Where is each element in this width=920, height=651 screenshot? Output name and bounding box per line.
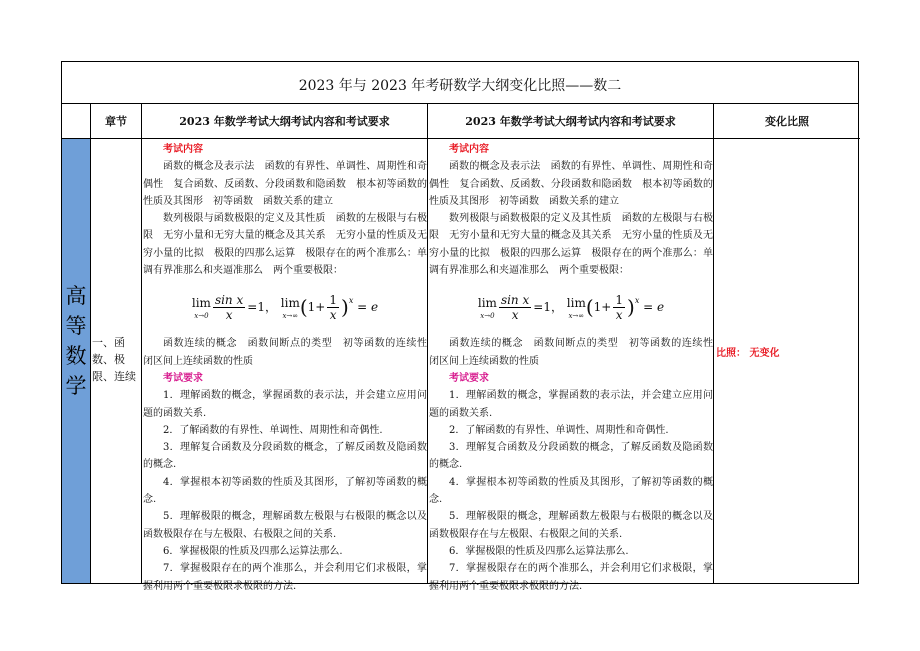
comparison-table: [61, 61, 859, 592]
para-continuity: 函数连续的概念 函数间断点的类型 初等函数的连续性 闭区间上连续函数的性质: [429, 338, 723, 367]
req-5: 5．理解极限的概念，理解函数左极限与右极限的概念以及函数极限存在与左极限、右极限之间的关系.: [143, 511, 427, 540]
heading-requirements: 考试要求: [163, 372, 203, 384]
change-note: 比照： 无变化: [716, 348, 780, 359]
heading-content: 考试内容: [163, 144, 203, 155]
req-1: 1．理解函数的概念，掌握函数的表示法，并会建立应用问题的函数关系.: [143, 390, 427, 419]
header-blank: [62, 104, 91, 139]
para-limits: 数列极限与函数极限的定义及其性质 函数的左极限与右极限 无穷小量和无穷大量的概念及其关系 无穷小量的性质及无穷小量的比拟 极限的四那么运算 极限存在的两个准那么：单调有界准那么和夹逼准那么 两个重要极限：: [429, 213, 713, 277]
para-function-concepts: 函数的概念及表示法 函数的有界性、单调性、周期性和奇偶性 复合函数、反函数、分段函数和隐函数 根本初等函数的性质及其图形 初等函数 函数关系的建立: [143, 161, 427, 207]
req-2: 2．了解函数的有界性、单调性、周期性和奇偶性.: [163, 424, 383, 436]
header-chapter: 章节: [91, 104, 142, 139]
req-5: 5．理解极限的概念，理解函数左极限与右极限的概念以及函数极限存在与左极限、右极限之间的关系.: [429, 511, 713, 540]
req-7: 7．掌握极限存在的两个准那么，并会利用它们求极限，掌握利用两个重要极限求极限的方法.: [143, 563, 427, 592]
para-function-concepts: 函数的概念及表示法 函数的有界性、单调性、周期性和奇偶性 复合函数、反函数、分段函数和隐函数 根本初等函数的性质及其图形 初等函数 函数关系的建立: [429, 161, 713, 207]
req-3: 3．理解复合函数及分段函数的概念，了解反函数及隐函数的概念.: [143, 442, 427, 471]
page-title: 2023 年与 2023 年考研数学大纲变化比照——数二: [62, 62, 858, 104]
req-1: 1．理解函数的概念，掌握函数的表示法，并会建立应用问题的函数关系.: [429, 390, 713, 419]
heading-content: 考试内容: [449, 144, 489, 155]
subject-label: 高等数学: [65, 284, 87, 398]
req-7: 7．掌握极限存在的两个准那么，并会利用它们求极限，掌握利用两个重要极限求极限的方法.: [429, 563, 713, 592]
header-col-b: 2023 年数学考试大纲考试内容和考试要求: [428, 104, 714, 139]
chapter-cell: 一、函数、极限、连续: [91, 139, 142, 583]
header-col-a: 2023 年数学考试大纲考试内容和考试要求: [142, 104, 428, 139]
important-limits-formula: lim x→0 $\frac{\text{sin x}}{x}$ =1， lim x→∞ ( 1+ $\frac{1}{x}$ ) $^x$ = e: [477, 292, 665, 322]
req-4: 4．掌握根本初等函数的性质及其图形，了解初等函数的概念.: [143, 476, 427, 506]
header-change: 变化比照: [714, 104, 860, 139]
req-6: 6．掌握极限的性质及四那么运算法那么.: [449, 545, 629, 557]
req-4: 4．掌握根本初等函数的性质及其图形，了解初等函数的概念.: [429, 476, 713, 506]
content-col-a: [142, 139, 437, 592]
para-continuity: 函数连续的概念 函数间断点的类型 初等函数的连续性 闭区间上连续函数的性质: [143, 338, 437, 367]
req-2: 2．了解函数的有界性、单调性、周期性和奇偶性.: [449, 424, 669, 436]
subject-cell: [62, 139, 91, 583]
heading-requirements: 考试要求: [449, 372, 489, 384]
para-limits: 数列极限与函数极限的定义及其性质 函数的左极限与右极限 无穷小量和无穷大量的概念及其关系 无穷小量的性质及无穷小量的比拟 极限的四那么运算 极限存在的两个准那么：单调有界准那么和夹逼准那么 两个重要极限：: [143, 213, 427, 277]
important-limits-formula: lim x→0 $\frac{\text{sin x}}{x}$ =1， lim x→∞ ( 1+ $\frac{1}{x}$ ) $^x$ = e: [191, 292, 379, 322]
req-3: 3．理解复合函数及分段函数的概念，了解反函数及隐函数的概念.: [429, 442, 713, 471]
content-col-b: [428, 139, 723, 592]
req-6: 6．掌握极限的性质及四那么运算法那么.: [163, 545, 343, 557]
